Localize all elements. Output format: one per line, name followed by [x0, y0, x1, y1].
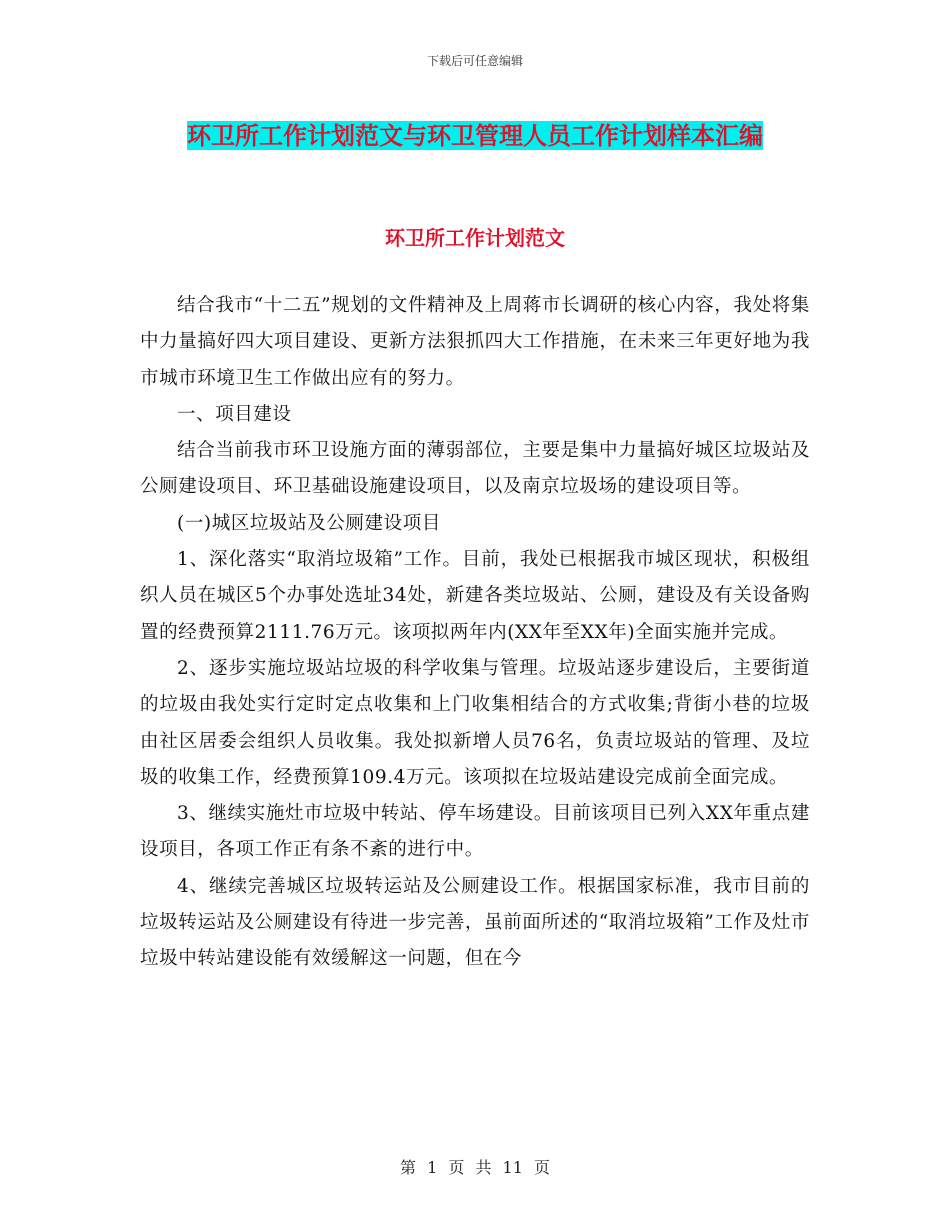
paragraph: 结合我市“十二五”规划的文件精神及上周蒋市长调研的核心内容，我处将集中力量搞好四大项目建设、更新方法狠抓四大工作措施，在未来三年更好地为我市城市环境卫生工作做出应有的努力。: [140, 295, 810, 389]
document-title-text: 环卫所工作计划范文与环卫管理人员工作计划样本汇编: [187, 121, 763, 150]
paragraph: 3、继续实施灶市垃圾中转站、停车场建设。目前该项目已列入XX年重点建设项目，各项工作正有条不紊的进行中。: [140, 803, 810, 861]
paragraph: 1、深化落实“取消垃圾箱”工作。目前，我处已根据我市城区现状，积极组织人员在城区5个办事处选址34处，新建各类垃圾站、公厕，建设及有关设备购置的经费预算2111.76万元。该项拟两年内(XX年至XX年)全面实施并完成。: [140, 549, 810, 643]
page-footer: 第 1 页 共 11 页: [400, 1158, 550, 1177]
paragraph: 一、项目建设: [177, 403, 292, 425]
document-body: [140, 288, 810, 978]
paragraph: 结合当前我市环卫设施方面的薄弱部位，主要是集中力量搞好城区垃圾站及公厕建设项目、环卫基础设施建设项目，以及南京垃圾场的建设项目等。: [140, 440, 810, 498]
paragraph: 2、逐步实施垃圾站垃圾的科学收集与管理。垃圾站逐步建设后，主要街道的垃圾由我处实行定时定点收集和上门收集相结合的方式收集;背街小巷的垃圾由社区居委会组织人员收集。我处拟新增人员76名，负责垃圾站的管理、及垃圾的收集工作，经费预算109.4万元。该项拟在垃圾站建设完成前全面完成。: [140, 657, 810, 788]
paragraph: (一)城区垃圾站及公厕建设项目: [177, 512, 441, 534]
document-title: [140, 112, 810, 160]
paragraph: 4、继续完善城区垃圾转运站及公厕建设工作。根据国家标准，我市目前的垃圾转运站及公厕建设有待进一步完善，虽前面所述的“取消垃圾箱”工作及灶市垃圾中转站建设能有效缓解这一问题，但在今: [140, 875, 810, 970]
section-title: 环卫所工作计划范文: [385, 226, 565, 250]
header-note: 下载后可任意编辑: [426, 54, 523, 68]
